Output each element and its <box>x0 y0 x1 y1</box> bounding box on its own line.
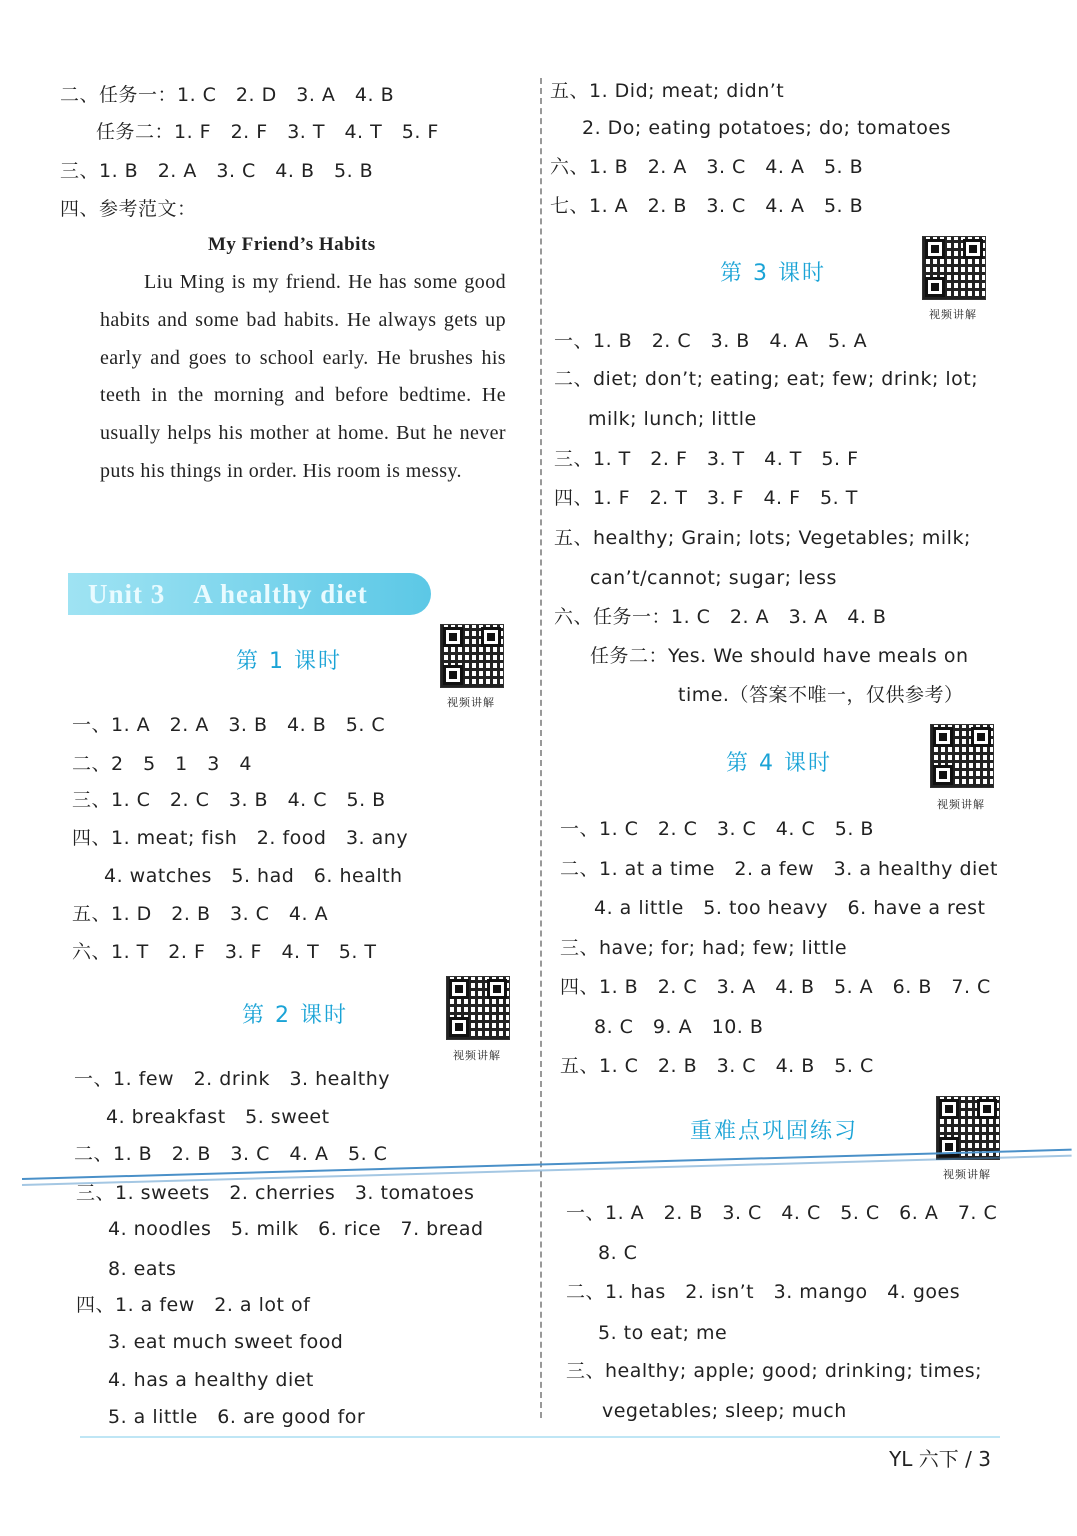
answer-line: 4. breakfast 5. sweet <box>106 1106 330 1128</box>
column-divider <box>540 78 542 1418</box>
lesson-title: 第 2 课时 <box>242 1003 348 1028</box>
answer-line: milk; lunch; little <box>588 408 757 430</box>
essay-line: always gets up early and goes to school <box>100 308 506 369</box>
answer-line: 一、1. C 2. C 3. C 4. C 5. B <box>560 818 874 840</box>
answer-line: 5. to eat; me <box>598 1322 728 1344</box>
essay-line: messy. <box>405 459 462 482</box>
essay-line: helps his mother at home. But he never <box>167 422 506 445</box>
answer-line: time.（答案不唯一，仅供参考） <box>678 684 964 706</box>
unit-banner: Unit 3 A healthy diet <box>68 573 431 615</box>
qr-code-icon[interactable] <box>930 724 994 788</box>
answer-line: 三、1. C 2. C 3. B 4. C 5. B <box>72 789 386 811</box>
answer-line: 二、1. B 2. B 3. C 4. A 5. C <box>74 1143 388 1165</box>
qr-caption: 视频讲解 <box>447 696 495 709</box>
answer-line: 二、2 5 1 3 4 <box>72 753 252 775</box>
essay-line: morning and before bedtime. He usually <box>100 384 507 445</box>
answer-line: 一、1. few 2. drink 3. healthy <box>74 1068 391 1090</box>
answer-line: 5. a little 6. are good for <box>108 1406 366 1428</box>
answer-line: 二、1. at a time 2. a few 3. a healthy diet <box>560 858 998 880</box>
answer-line: 五、1. D 2. B 3. C 4. A <box>72 903 329 925</box>
page-footer: YL 六下 / 3 <box>889 1447 991 1471</box>
answer-line: vegetables; sleep; much <box>602 1400 847 1422</box>
answer-line: 任务二：Yes. We should have meals on <box>590 645 969 667</box>
answer-line: 四、1. F 2. T 3. F 4. F 5. T <box>554 487 858 509</box>
answer-line: 8. C <box>598 1242 638 1264</box>
answer-line: 8. C 9. A 10. B <box>594 1016 764 1038</box>
answer-line: 4. watches 5. had 6. health <box>104 865 403 887</box>
answer-line: 8. eats <box>108 1258 177 1280</box>
answer-line: 任务二：1. F 2. F 3. T 4. T 5. F <box>96 121 439 143</box>
essay-title: My Friend’s Habits <box>208 234 376 255</box>
answer-line: can’t/cannot; sugar; less <box>590 567 837 589</box>
answer-line: 五、1. Did; meat; didn’t <box>550 80 785 102</box>
qr-code-icon[interactable] <box>922 236 986 300</box>
answer-line: 二、1. has 2. isn’t 3. mango 4. goes <box>566 1281 961 1303</box>
lesson-title: 第 4 课时 <box>726 751 832 776</box>
essay-line: puts his things in order. His room is <box>100 459 406 482</box>
essay-body <box>100 264 506 491</box>
answer-line: 六、1. T 2. F 3. F 4. T 5. T <box>72 941 377 963</box>
answer-line: 三、1. T 2. F 3. T 4. T 5. F <box>554 448 859 470</box>
answer-line: 4. noodles 5. milk 6. rice 7. bread <box>108 1218 484 1240</box>
answer-line: 三、1. sweets 2. cherries 3. tomatoes <box>76 1182 475 1204</box>
qr-caption: 视频讲解 <box>937 798 985 811</box>
answer-line: 一、1. A 2. B 3. C 4. C 5. C 6. A 7. C <box>566 1202 998 1224</box>
qr-caption: 视频讲解 <box>453 1049 501 1062</box>
answer-line: 四、1. a few 2. a lot of <box>76 1294 311 1316</box>
qr-caption: 视频讲解 <box>929 308 977 321</box>
answer-line: 四、1. meat; fish 2. food 3. any <box>72 827 409 849</box>
review-title: 重难点巩固练习 <box>690 1119 859 1144</box>
answer-line: 三、1. B 2. A 3. C 4. B 5. B <box>60 160 374 182</box>
answer-line: 二、任务一：1. C 2. D 3. A 4. B <box>60 84 395 106</box>
footer-rule <box>80 1436 1000 1438</box>
answer-line: 3. eat much sweet food <box>108 1331 344 1353</box>
answer-line: 4. has a healthy diet <box>108 1369 314 1391</box>
lesson-title: 第 1 课时 <box>236 649 342 674</box>
answer-line: 2. Do; eating potatoes; do; tomatoes <box>582 117 951 139</box>
answer-line: 4. a little 5. too heavy 6. have a rest <box>594 897 986 919</box>
lesson-title: 第 3 课时 <box>720 261 826 286</box>
answer-line: 五、healthy; Grain; lots; Vegetables; milk; <box>554 527 971 549</box>
qr-code-icon[interactable] <box>440 624 504 688</box>
answer-line: 三、healthy; apple; good; drinking; times; <box>566 1360 983 1382</box>
essay-line: good habits and some bad habits. He <box>100 271 506 331</box>
answer-line: 二、diet; don’t; eating; eat; few; drink; lot; <box>554 368 979 390</box>
answer-line: 四、参考范文： <box>60 198 197 220</box>
qr-caption: 视频讲解 <box>943 1168 991 1181</box>
answer-line: 一、1. A 2. A 3. B 4. B 5. C <box>72 714 386 736</box>
qr-code-icon[interactable] <box>446 976 510 1040</box>
answer-line: 四、1. B 2. C 3. A 4. B 5. A 6. B 7. C <box>560 976 991 998</box>
answer-line: 六、1. B 2. A 3. C 4. A 5. B <box>550 156 864 178</box>
answer-line: 七、1. A 2. B 3. C 4. A 5. B <box>550 195 864 217</box>
answer-line: 五、1. C 2. B 3. C 4. B 5. C <box>560 1055 874 1077</box>
answer-line: 三、have; for; had; few; little <box>560 937 848 959</box>
essay-line: early. He brushes his teeth in the <box>100 346 506 407</box>
answer-line: 六、任务一：1. C 2. A 3. A 4. B <box>554 606 887 628</box>
essay-line: Liu Ming is my friend. He has some <box>144 271 465 293</box>
answer-line: 一、1. B 2. C 3. B 4. A 5. A <box>554 330 868 352</box>
